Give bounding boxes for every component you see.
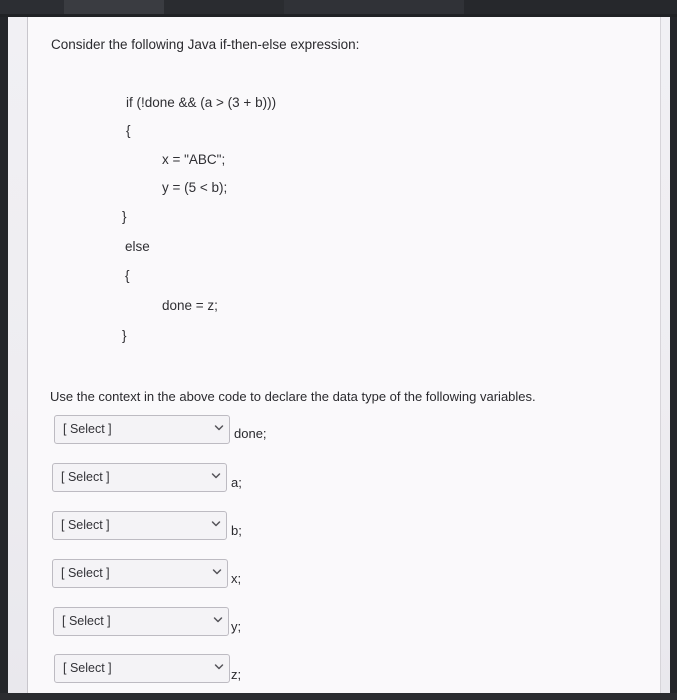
- code-else-keyword: else: [125, 239, 150, 254]
- chevron-down-icon: [214, 660, 224, 674]
- type-select-z[interactable]: [54, 654, 230, 683]
- type-select-done[interactable]: [54, 415, 230, 444]
- code-line-y-assign: y = (5 < b);: [162, 180, 228, 195]
- select-value: [ Select ]: [61, 518, 110, 532]
- chevron-down-icon: [211, 469, 221, 483]
- variable-label-y: y;: [231, 619, 242, 634]
- type-select-x[interactable]: [52, 559, 228, 588]
- window-top-bar: [0, 0, 677, 17]
- select-value: [ Select ]: [63, 422, 112, 436]
- question-prompt: Consider the following Java if-then-else expression:: [51, 37, 360, 52]
- variable-label-a: a;: [231, 475, 242, 490]
- question-card: [27, 17, 661, 693]
- code-line-x-assign: x = "ABC";: [162, 152, 226, 167]
- select-value: [ Select ]: [61, 566, 110, 580]
- type-select-y[interactable]: [53, 607, 229, 636]
- top-bar-segment: [0, 0, 64, 14]
- select-value: [ Select ]: [63, 661, 112, 675]
- variable-label-done: done;: [234, 426, 267, 441]
- type-select-a[interactable]: [52, 463, 227, 492]
- code-open-brace: {: [126, 123, 131, 138]
- variable-label-z: z;: [231, 667, 242, 682]
- select-value: [ Select ]: [61, 470, 110, 484]
- select-value: [ Select ]: [62, 614, 111, 628]
- variable-label-x: x;: [231, 571, 242, 586]
- type-select-b[interactable]: [52, 511, 227, 540]
- top-bar-segment: [164, 0, 284, 14]
- variable-label-b: b;: [231, 523, 242, 538]
- top-bar-segment: [64, 0, 164, 14]
- code-close-brace: }: [122, 328, 127, 343]
- top-bar-segment: [284, 0, 464, 14]
- chevron-down-icon: [212, 565, 222, 579]
- instruction-text: Use the context in the above code to declare the data type of the following variables.: [50, 389, 536, 404]
- chevron-down-icon: [214, 421, 224, 435]
- chevron-down-icon: [213, 613, 223, 627]
- code-line-done-assign: done = z;: [162, 298, 218, 313]
- window-bottom-bar: [0, 693, 677, 700]
- chevron-down-icon: [211, 517, 221, 531]
- code-close-brace: }: [122, 209, 127, 224]
- code-line-if: if (!done && (a > (3 + b))): [126, 95, 277, 110]
- code-open-brace: {: [125, 268, 130, 283]
- top-bar-segment: [464, 0, 677, 14]
